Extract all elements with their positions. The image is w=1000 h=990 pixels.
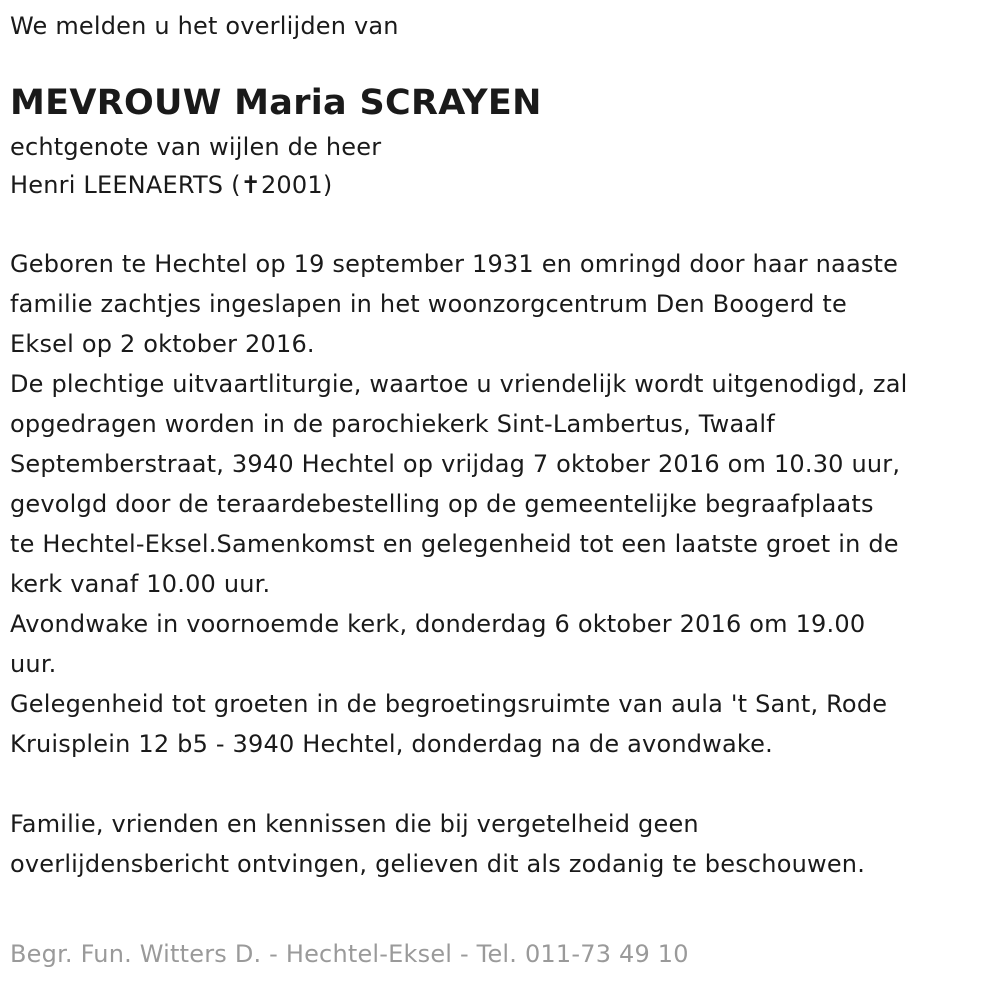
closing-line: Familie, vrienden en kennissen die bij vergetelheid geen bbox=[10, 810, 699, 838]
body-line: Gelegenheid tot groeten in de begroetingsruimte van aula 't Sant, Rode bbox=[10, 690, 888, 718]
body-line: De plechtige uitvaartliturgie, waartoe u vriendelijk wordt uitgenodigd, zal bbox=[10, 370, 908, 398]
funeral-home-credit: Begr. Fun. Witters D. - Hechtel-Eksel - Tel. 011-73 49 10 bbox=[10, 940, 689, 968]
body-line: gevolgd door de teraardebestelling op de gemeentelijke begraafplaats bbox=[10, 490, 874, 518]
body-line: opgedragen worden in de parochiekerk Sint-Lambertus, Twaalf bbox=[10, 410, 775, 438]
body-line: Eksel op 2 oktober 2016. bbox=[10, 330, 315, 358]
deceased-name: MEVROUW Maria SCRAYEN bbox=[10, 83, 542, 123]
closing-line: overlijdensbericht ontvingen, gelieven dit als zodanig te beschouwen. bbox=[10, 850, 866, 878]
body-line: te Hechtel-Eksel.Samenkomst en gelegenheid tot een laatste groet in de bbox=[10, 530, 899, 558]
body-line: Geboren te Hechtel op 19 september 1931 en omringd door haar naaste bbox=[10, 250, 899, 278]
body-paragraph bbox=[10, 244, 995, 764]
paragraph-gap bbox=[10, 204, 995, 244]
body-line: kerk vanaf 10.00 uur. bbox=[10, 570, 271, 598]
body-line: Kruisplein 12 b5 - 3940 Hechtel, donderdag na de avondwake. bbox=[10, 730, 773, 758]
paragraph-gap bbox=[10, 764, 995, 804]
body-line: Septemberstraat, 3940 Hechtel op vrijdag 7 oktober 2016 om 10.30 uur, bbox=[10, 450, 901, 478]
body-line: Avondwake in voornoemde kerk, donderdag 6 oktober 2016 om 19.00 bbox=[10, 610, 866, 638]
closing-paragraph bbox=[10, 804, 995, 884]
intro-text: We melden u het overlijden van bbox=[10, 12, 399, 40]
body-line: familie zachtjes ingeslapen in het woonzorgcentrum Den Boogerd te bbox=[10, 290, 847, 318]
spouse-line-2: Henri LEENAERTS (✝2001) bbox=[10, 171, 333, 199]
spouse-line-1: echtgenote van wijlen de heer bbox=[10, 133, 382, 161]
body-line: uur. bbox=[10, 650, 57, 678]
death-notice bbox=[10, 8, 995, 884]
